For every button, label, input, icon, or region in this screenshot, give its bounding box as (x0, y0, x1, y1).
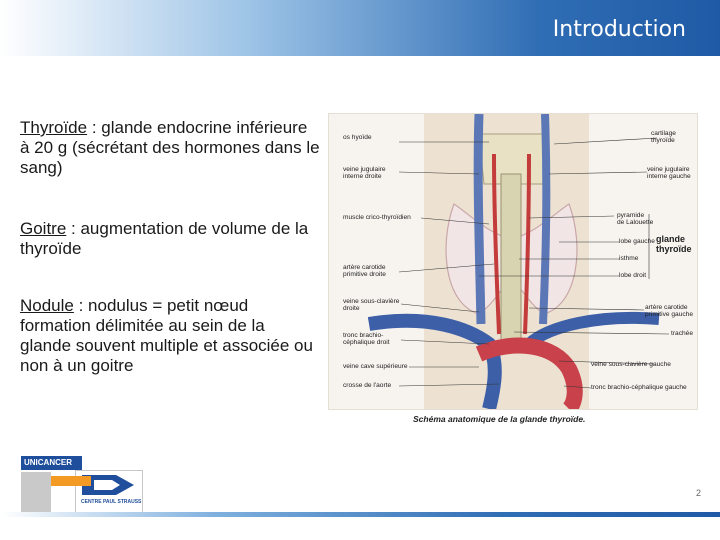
label-carotide-gauche: artère carotide primitive gauche (645, 304, 694, 319)
unicancer-logo (21, 456, 143, 512)
logo-uni-part: UNI (24, 458, 38, 467)
logo-grey-block (21, 472, 51, 512)
slide-title: Introduction (552, 17, 686, 42)
label-cartilage-thyroide: cartilage thyroïde (651, 130, 676, 145)
definition-nodule (20, 296, 320, 376)
definition-nodule-text: : nodulus = petit nœud formation délimitée au sein de la glande souvent multiple et associée ou non à un goitre (20, 296, 313, 375)
term-nodule: Nodule (20, 296, 74, 315)
label-isthme: isthme (619, 255, 639, 262)
figure-caption: Schéma anatomique de la glande thyroïde. (413, 414, 586, 424)
label-lobe-droit: lobe droit (619, 272, 647, 279)
logo-orange-bar (51, 476, 91, 486)
label-sous-claviere-droite: veine sous-clavière droite (343, 298, 400, 313)
term-thyroide: Thyroïde (20, 118, 88, 137)
term-goitre: Goitre (20, 219, 67, 238)
label-veine-jugulaire-droite: veine jugulaire interne droite (343, 166, 386, 181)
label-sous-claviere-gauche: veine sous-clavière gauche (591, 361, 671, 368)
label-tronc-droit: tronc brachio- céphalique droit (343, 332, 390, 347)
logo-centre-name: CENTRE PAUL STRAUSS (81, 499, 142, 505)
label-veine-jugulaire-gauche: veine jugulaire interne gauche (647, 166, 691, 181)
label-crosse-aorte: crosse de l'aorte (343, 382, 392, 389)
label-tronc-gauche: tronc brachio-céphalique gauche (591, 384, 687, 391)
definition-thyroide-text: : glande endocrine inférieure à 20 g (sécrétant des hormones dans le sang) (20, 118, 320, 177)
page-number: 2 (696, 488, 702, 498)
label-muscle-crico-thyroidien: muscle crico-thyroïdien (343, 214, 411, 221)
definition-goitre-text: : augmentation de volume de la thyroïde (20, 219, 309, 258)
logo-unicancer-text (21, 456, 82, 470)
logo-cancer-part: CANCER (37, 458, 73, 467)
label-glande-thyroide: glande thyroïde (656, 234, 692, 254)
label-pyramide-lalouette: pyramide de Lalouette (617, 212, 654, 227)
footer-bar (0, 512, 720, 517)
label-veine-cave: veine cave supérieure (343, 363, 408, 370)
label-os-hyoide: os hyoïde (343, 134, 372, 141)
thyroid-anatomy-figure (328, 113, 698, 410)
label-carotide-droite: artère carotide primitive droite (343, 264, 386, 279)
label-lobe-gauche: lobe gauche (619, 238, 655, 245)
header-bar (0, 0, 720, 56)
label-trachee: trachée (671, 330, 693, 337)
definition-goitre (20, 219, 320, 259)
definition-thyroide (20, 118, 320, 178)
